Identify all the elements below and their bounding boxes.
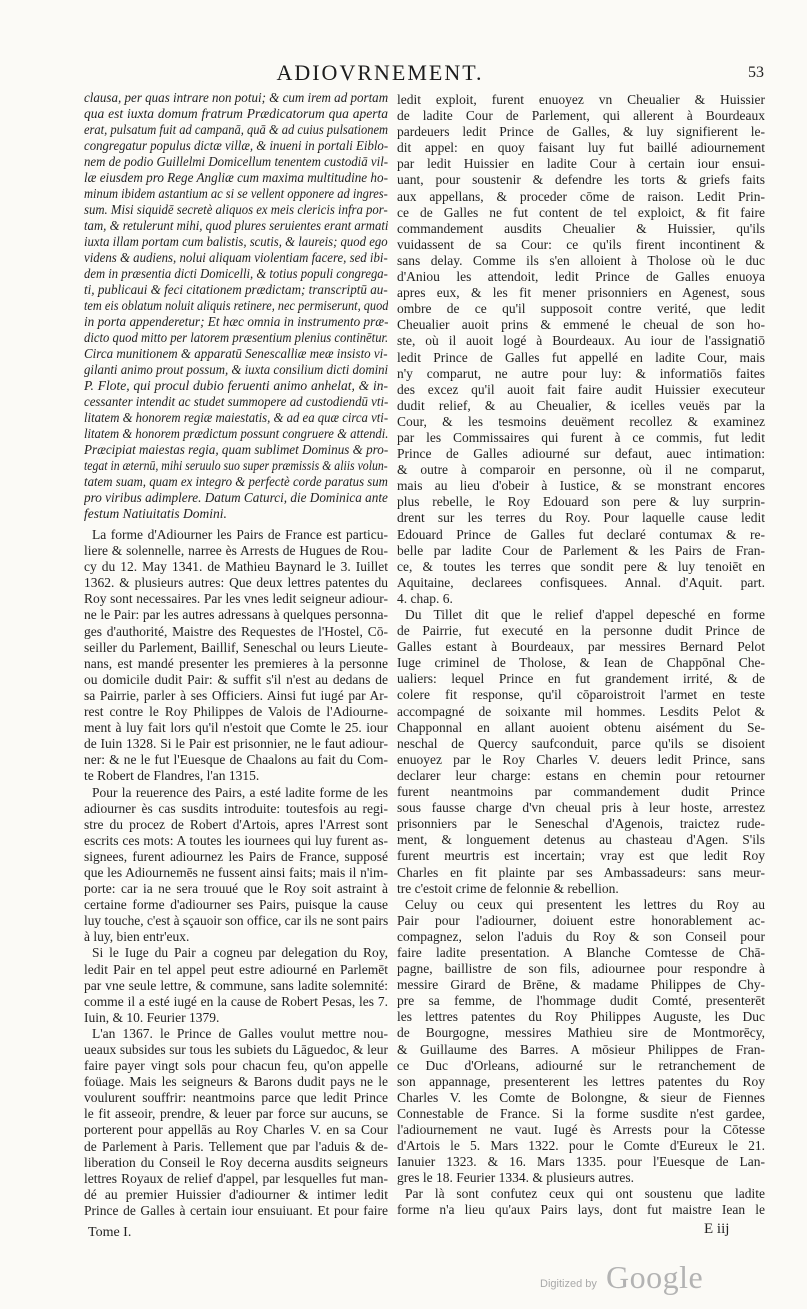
- text-line: Prince de Galles adiourné sur defaut, auec intimation:: [397, 446, 765, 462]
- text-line: furent neantmoins par commandement dudit Prince: [397, 784, 765, 800]
- text-line: liere & solennelle, narree ès Arrests de Hugues de Rou-: [84, 543, 388, 559]
- text-line: enuoyez par le Roy Charles V. deuers ledit Prince, sans: [397, 751, 765, 767]
- text-line: sum. Misi siquidē secretè aliquos ex meis clericis infra por-: [84, 202, 388, 217]
- text-line: tem eis oblatum noluit aliquis retinere, nec permiserunt, quod: [84, 298, 388, 313]
- text-line: Celuy ou ceux qui presentent les lettres du Roy au: [405, 896, 765, 912]
- text-line: ualiers: lequel Prince en fut grandement irrité, & de: [397, 671, 765, 687]
- text-line: cessanter intendit ac studet summopere ad custodiendū vti-: [84, 394, 388, 409]
- text-line: stre du procez de Robert d'Artois, apres l'Arrest sont: [84, 816, 388, 832]
- text-line: Iuge criminel de Tholose, & Iean de Chappōnal Che-: [397, 655, 765, 671]
- text-line: Cour, & les tesmoins deuëment recollez & examinez: [397, 413, 765, 429]
- text-line: tam, & retulerunt mihi, quod plures seruientes erant armati: [84, 218, 388, 233]
- text-line: porte: car ia ne sera trouué que le Roy soit astraint à: [84, 881, 388, 897]
- text-line: La forme d'Adiourner les Pairs de France est particu-: [92, 527, 388, 542]
- text-line: de ladite Cour de Parlement, qui allerent à Bourdeaux: [397, 108, 765, 124]
- text-line: Præcipiat maiestas regia, quam sublimet Dominus & pro-: [84, 442, 388, 457]
- text-line: ment, & longuement detenus au chasteau d'Agen. S'ils: [397, 832, 765, 848]
- page-number: 53: [748, 64, 764, 81]
- text-line: L'an 1367. le Prince de Galles voulut mettre nou-: [92, 1025, 388, 1041]
- text-line: par vne seule lettre, & commune, sans ladite solemnité:: [84, 977, 388, 993]
- text-line: pro viribus adimplere. Datum Caturci, die Dominica ante: [84, 490, 388, 505]
- text-line: signees, furent adiournez les Pairs de France, supposé: [84, 848, 388, 864]
- text-line: de Pairrie, fut executé en la personne dudit Prince de: [397, 623, 765, 639]
- text-line: certaine forme d'adiourner ses Pairs, puisque la cause: [84, 897, 388, 913]
- text-line: pardeuers ledit Prince de Galles, & luy signifierent le-: [397, 124, 765, 140]
- volume-footer: Tome I.: [88, 1225, 132, 1240]
- text-line: plus rebelle, le Roy Edouard son pere & luy surprin-: [397, 494, 765, 510]
- french-text: [84, 527, 388, 1219]
- text-line: neschal de Quercy saufconduit, parce qu'ils se disoient: [397, 735, 765, 751]
- text-line: mais au lieu d'obeir à Iustice, & se monstrant encores: [397, 478, 765, 494]
- text-line: ledit exploit, furent enuoyez vn Cheualier & Huissier: [397, 92, 765, 107]
- text-line: commandement ausdits Cheualier & Huissier, qu'ils: [397, 220, 765, 236]
- text-line: Aquitaine, declarees confisquees. Annal. d'Aquit. part.: [397, 574, 765, 590]
- text-line: Prince de Galles à certain iour ensuiuant. Et pour faire: [84, 1202, 388, 1218]
- text-line: accompagné de soixante mil hommes. Lesdits Pelot &: [397, 703, 765, 719]
- text-line: uant, pour soustenir & defendre les torts & griefs faits: [397, 172, 765, 188]
- text-line: l'adiournement ne vaut. Iugé ès Arrests pour la Cōtesse: [397, 1122, 765, 1137]
- text-line: erat, pulsatum fuit ad campanā, quā & ad cuius pulsationem: [84, 122, 388, 137]
- text-line: Charles V. les Comte de Bolongne, & sieur de Fiennes: [397, 1089, 765, 1105]
- text-line: luy touche, c'est à sçauoir son office, car ils ne sont pairs: [84, 913, 388, 929]
- text-line: Circa munitionem & apparatū Senescalliæ meæ insisto vi-: [84, 346, 388, 361]
- text-line: tegat in æternū, mihi seruulo suo super præmissis & aliis volun-: [84, 458, 388, 473]
- text-line: faire payer vingt sols pour chacun feu, qu'on appelle: [84, 1058, 388, 1074]
- text-line: sans delay. Comme ils s'en alloient à Tholose où le duc: [397, 252, 765, 268]
- text-line: Charles en fit plainte par ses Ambassadeurs: sans meur-: [397, 864, 765, 880]
- text-line: litatem & honorem prædictum possunt congruere & attendi.: [84, 426, 388, 441]
- paragraph: [397, 607, 765, 897]
- text-line: ges d'authorité, Maistre des Requestes de l'Hostel, Cō-: [84, 623, 388, 639]
- text-line: Pair pour l'adiourner, doiuent estre honorablement ac-: [397, 912, 765, 928]
- text-line: comme il a esté iugé en la cause de Robert Pesas, les 7.: [84, 993, 388, 1009]
- text-line: læ eiusdem pro Rege Angliæ cum maxima multitudine ho-: [84, 170, 388, 185]
- text-line: ner: & ne le fut l'Euesque de Chaalons au fait du Com-: [84, 752, 388, 768]
- text-line: le fit asseoir, prendre, & leuer par force sur aucuns, se: [84, 1106, 388, 1122]
- text-line: ueaux subsides sur tous les subiets du Lāguedoc, & leur: [84, 1042, 388, 1057]
- text-line: aux appellans, & proceder cōme de raison. Ledit Prin-: [397, 188, 765, 204]
- text-line: dicto quod mitto per latorem præsentium plenius continētur.: [84, 330, 388, 345]
- text-line: cy du 12. May 1341. de Mathieu Baynard le 3. Iuillet: [84, 559, 388, 575]
- google-logo: Google: [606, 1259, 704, 1295]
- text-line: declarer leur charge: estans en chemin pour retourner: [397, 767, 765, 783]
- running-header-title: ADIOVRNEMENT.: [276, 60, 484, 85]
- text-line: liberation du Conseil le Roy decerna ausdits seigneurs: [84, 1154, 388, 1170]
- text-line: ment à luy fait lors qu'il n'estoit que Comte le 25. iour: [84, 720, 388, 736]
- signature-mark: E iij: [704, 1221, 730, 1237]
- text-line: Chapponnal en allant auoient obtenu aisément du Se-: [397, 719, 765, 735]
- text-line: ou domicile dudit Pair: & suffit s'il n'est au dedans de: [84, 671, 388, 687]
- text-line: voulurent souffrir: neantmoins parce que ledit Prince: [84, 1090, 388, 1106]
- text-line: de Parlement à Paris. Tellement que par l'aduis & de-: [84, 1138, 388, 1154]
- text-line: à luy, bien entr'eux.: [84, 929, 190, 945]
- text-line: vuidassent de sa Cour: ce qu'ils firent incontinent &: [397, 236, 765, 252]
- text-line: Cheualier auoit prins & emmené le cheual de son ho-: [397, 317, 765, 333]
- text-line: porterent pour appellās au Roy Charles V. en sa Cour: [84, 1122, 388, 1138]
- text-line: clausa, per quas intrare non potui; & cum irem ad portam: [84, 90, 388, 105]
- text-line: ce Duc d'Orleans, adiourné sur le retranchement de: [397, 1057, 765, 1073]
- text-line: 4. chap. 6.: [397, 590, 453, 606]
- text-line: festum Natiuitatis Domini.: [84, 506, 227, 521]
- text-line: Par là sont confutez ceux qui ont soustenu que ladite: [405, 1186, 765, 1202]
- text-line: Roy sont necessaires. Par les vnes ledit seigneur adiour-: [84, 591, 388, 607]
- text-line: Du Tillet dit que le relief d'appel depesché en forme: [405, 607, 765, 622]
- text-line: ti, publicaui & feci citationem prædictam; transcriptū au-: [84, 282, 388, 297]
- text-line: congregatur populus dictæ villæ, & inueni in portali Eiblo-: [84, 138, 388, 153]
- text-line: drent sur les terres du Roy. Pour laquelle cause ledit: [397, 510, 765, 526]
- text-line: les lettres patentes du Roy Philippes Auguste, les Duc: [397, 1009, 765, 1025]
- text-line: par les Commissaires qui furent à ce commis, fut ledit: [397, 429, 765, 445]
- text-line: lettres Royaux de relief d'appel, par lesquelles fut man-: [84, 1170, 388, 1186]
- paragraph: [84, 527, 388, 785]
- paragraph: [397, 1186, 765, 1218]
- text-line: pre sa femme, de l'hommage dudit Comté, presenterēt: [397, 993, 765, 1009]
- text-line: colere fit response, qu'il cōparoistroit l'armet en teste: [397, 687, 765, 703]
- text-line: videns & audiens, nolui aliquam violentiam facere, sed ibi-: [84, 250, 388, 265]
- text-line: pagne, baillistre de son fils, adiournee pour respondre à: [397, 961, 765, 977]
- text-line: & outre à comparoir en personne, où il ne comparut,: [397, 462, 765, 478]
- paragraph: [397, 897, 765, 1187]
- text-line: gres le 18. Feurier 1334. & plusieurs autres.: [397, 1170, 634, 1186]
- latin-quotation: [84, 90, 388, 522]
- text-line: d'Artois le 5. Mars 1322. pour le Comte d'Eureux le 21.: [397, 1138, 765, 1154]
- text-line: Connestable de France. Si la forme susdite n'est gardee,: [397, 1105, 765, 1121]
- text-line: que les Adiournemēs ne fussent ainsi faits; mais il n'im-: [84, 864, 388, 880]
- text-line: 1362. & plusieurs autres: Que deux lettres patentes du: [84, 575, 388, 591]
- text-line: faire ladite presentation. A Blanche Comtesse de Chā-: [397, 944, 765, 960]
- text-line: ledit Prince de Galles fut appellé en ladite Cour, mais: [397, 349, 765, 365]
- text-line: rest contre le Roy Philippes de Valois de l'Adiourne-: [84, 704, 388, 720]
- text-line: son appannage, presenterent les lettres patentes du Roy: [397, 1073, 765, 1089]
- text-line: qua est iuxta domum fratrum Prædicatorum qua aperta: [84, 106, 388, 121]
- text-line: furent meurtris est incertain; vray est que ledit Roy: [397, 848, 765, 864]
- paragraph: [84, 1026, 388, 1219]
- text-line: d'Aniou les attendoit, ledit Prince de Galles enuoya: [397, 269, 765, 285]
- text-line: ne le Pair: par les autres adressans à quelques personna-: [84, 607, 388, 623]
- text-line: ce, & toutes les terres que sondit pere & luy tenoiēt en: [397, 558, 765, 574]
- text-line: par ledit Huissier en ladite Cour à certain iour ensui-: [397, 156, 765, 172]
- text-line: ledit Pair en tel appel peut estre adiourné en Parlemēt: [84, 961, 388, 977]
- text-line: litatem & honorem regiæ maiestatis, & ad ea quæ circa vti-: [84, 410, 388, 425]
- text-line: belle par ladite Cour de Parlement & les Pairs de Fran-: [397, 542, 765, 558]
- text-line: ombre de ce qu'il supposoit contre verité, que ledit: [397, 301, 765, 317]
- text-line: sous fausse charge d'vn cheual pris à leur hoste, arrestez: [397, 800, 765, 816]
- paragraph: [84, 945, 388, 1025]
- text-line: Edouard Prince de Galles fut declaré contumax & re-: [397, 526, 765, 542]
- text-line: gilanti animo prout possum, & iuxta consilium dicti domini: [84, 362, 388, 377]
- left-column: [84, 90, 388, 1220]
- text-line: sa Pairrie, parler à ses Officiers. Ainsi fut iugé par Ar-: [84, 687, 388, 703]
- text-line: prisonniers par le Seneschal d'Agenois, traictez rude-: [397, 816, 765, 832]
- text-line: messire Girard de Brēne, & madame Philippes de Chy-: [397, 977, 765, 993]
- paragraph: [84, 785, 388, 946]
- text-line: Pour la reuerence des Pairs, a esté ladite forme de les: [92, 784, 388, 800]
- text-line: Si le Iuge du Pair a cogneu par delegation du Roy,: [92, 945, 388, 961]
- text-line: & Guillaume des Barres. A mōsieur Philippes de Fran-: [397, 1041, 765, 1057]
- text-line: dem in præsentia dicti Domicelli, & totius populi congrega-: [84, 266, 388, 281]
- text-line: dit appel: en quoy faisant luy fut baillé adiournement: [397, 140, 765, 156]
- text-line: dudit relief, & au Cheualier, & icelles veuës par la: [397, 397, 765, 413]
- text-line: Iuin, & 10. Feurier 1379.: [84, 1009, 220, 1025]
- watermark-prefix: Digitized by: [540, 1278, 597, 1290]
- text-line: apres eux, & les fit mener prisonniers en Agenest, sous: [397, 285, 765, 301]
- text-line: nans, est mandé presenter les premieres à la personne: [84, 655, 388, 671]
- text-line: te Robert de Flandres, l'an 1315.: [84, 768, 260, 784]
- text-line: foüage. Mais les seigneurs & Barons dudit pays ne le: [84, 1074, 388, 1090]
- text-line: seiller du Parlement, Baillif, Seneschal ou leurs Lieute-: [84, 639, 388, 655]
- text-line: des excez qu'il auoit fait faire audit Huissier executeur: [397, 381, 765, 397]
- text-line: iuxta illam portam cum balistis, scutis, & laureis; quod ego: [84, 234, 388, 249]
- text-line: dé au premier Huissier d'adiourner & intimer ledit: [84, 1186, 388, 1202]
- text-line: n'y comparut, ne autre pour luy: & informatiōs faites: [397, 365, 765, 381]
- text-line: de Bourgogne, messires Mathieu sire de Montmorēcy,: [397, 1025, 765, 1041]
- text-line: compagnez, selon l'aduis du Roy & son Conseil pour: [397, 928, 765, 944]
- paragraph: [397, 92, 765, 607]
- text-line: escrits ces mots: A toutes les iournees qui luy furent as-: [84, 832, 388, 848]
- text-line: adiourner ès cas susdits introduite: toutesfois au regi-: [84, 800, 388, 816]
- text-line: Galles estant à Bourdeaux, par messires Bernard Pelot: [397, 639, 765, 655]
- text-line: Ianuier 1323. & 16. Mars 1335. pour l'Euesque de Lan-: [397, 1154, 765, 1170]
- text-line: minum ibidem astantium ac si se vellent opponere ad ingres-: [84, 186, 388, 201]
- text-line: forme n'a lieu qu'aux Pairs lays, dont fut maistre Iean le: [397, 1202, 765, 1218]
- text-line: nem de podio Guillelmi Domicellum tenentem custodiā vil-: [84, 154, 388, 169]
- text-line: tatem suam, quam ex integro & perfectè corde paratus sum: [84, 474, 388, 489]
- text-line: de Iuin 1328. Si le Pair est prisonnier, ne le faut adiour-: [84, 736, 388, 752]
- text-line: tre c'estoit crime de felonnie & rebellion.: [397, 880, 619, 896]
- text-line: ce de Galles ne fut content de tel exploict, & fit faire: [397, 204, 765, 220]
- right-column: [397, 92, 765, 1222]
- text-line: P. Flote, qui procul dubio feruenti animo anhelat, & in-: [84, 378, 388, 393]
- text-line: in porta appenderetur; Et hæc omnia in instrumento præ-: [84, 314, 388, 329]
- text-line: ste, où il auoit logé à Bourdeaux. Au iour de l'assignatiō: [397, 333, 765, 349]
